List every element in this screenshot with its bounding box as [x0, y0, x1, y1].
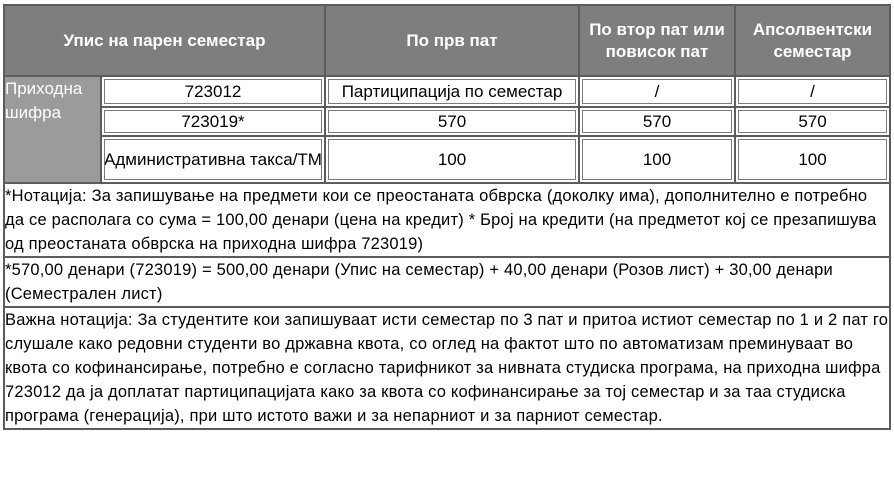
table-header-row [4, 5, 890, 76]
amount-breakdown-note: *570,00 денари (723019) = 500,00 денари (Упис на семестар) + 40,00 денари (Розов лист) + 30,00 денари (Семестрален лист) [4, 257, 890, 307]
income-code-cell: 723012 [101, 76, 325, 107]
important-notation-note: Важна нотација: За студентите кои запишуваат исти семестар по 3 пат и притоа истиот семестар по 1 и 2 пат го слушале како редовни студенти во државна квота, со оглед на фактот што по автоматизам преминуваат во квота со кофинансирање, потребно е согласно тарифникот за нивната студиска програма, на приходна шифра 723012 да ја доплатат партиципацијата како за квота со кофинансирање за тој семестар и за таа студиска програма (генерација), при што истото важи и за непарниот и за парниот семестар. [4, 307, 890, 429]
second-time-cell: / [579, 76, 735, 107]
first-time-cell: 100 [325, 136, 579, 183]
income-code-cell: 723019* [101, 107, 325, 136]
header-first-time: По прв пат [325, 5, 579, 76]
note-row [4, 307, 890, 429]
second-time-cell: 100 [579, 136, 735, 183]
note-row [4, 257, 890, 307]
fees-table-container [3, 4, 889, 430]
fees-table [3, 4, 891, 430]
credit-notation-note: *Нотација: За запишување на предмети кои се преостаната обврска (доколку има), дополнително е потребно да се располага со сума = 100,00 денари (цена на кредит) * Број на кредити (на предметот кој се презапишува од преостаната обврска на приходна шифра 723019) [4, 183, 890, 257]
first-time-cell: Партиципација по семестар [325, 76, 579, 107]
row-group-label-income-code: Приходна шифра [4, 76, 101, 183]
income-code-cell: Административна такса/ТМ [101, 136, 325, 183]
header-graduate-semester: Апсолвентски семестар [735, 5, 890, 76]
graduate-cell: / [735, 76, 890, 107]
first-time-cell: 570 [325, 107, 579, 136]
note-row [4, 183, 890, 257]
graduate-cell: 100 [735, 136, 890, 183]
table-row [4, 107, 890, 136]
table-row [4, 76, 890, 107]
second-time-cell: 570 [579, 107, 735, 136]
header-second-or-higher-time: По втор пат или повисок пат [579, 5, 735, 76]
graduate-cell: 570 [735, 107, 890, 136]
table-row [4, 136, 890, 183]
header-enrollment-even-semester: Упис на парен семестар [4, 5, 325, 76]
